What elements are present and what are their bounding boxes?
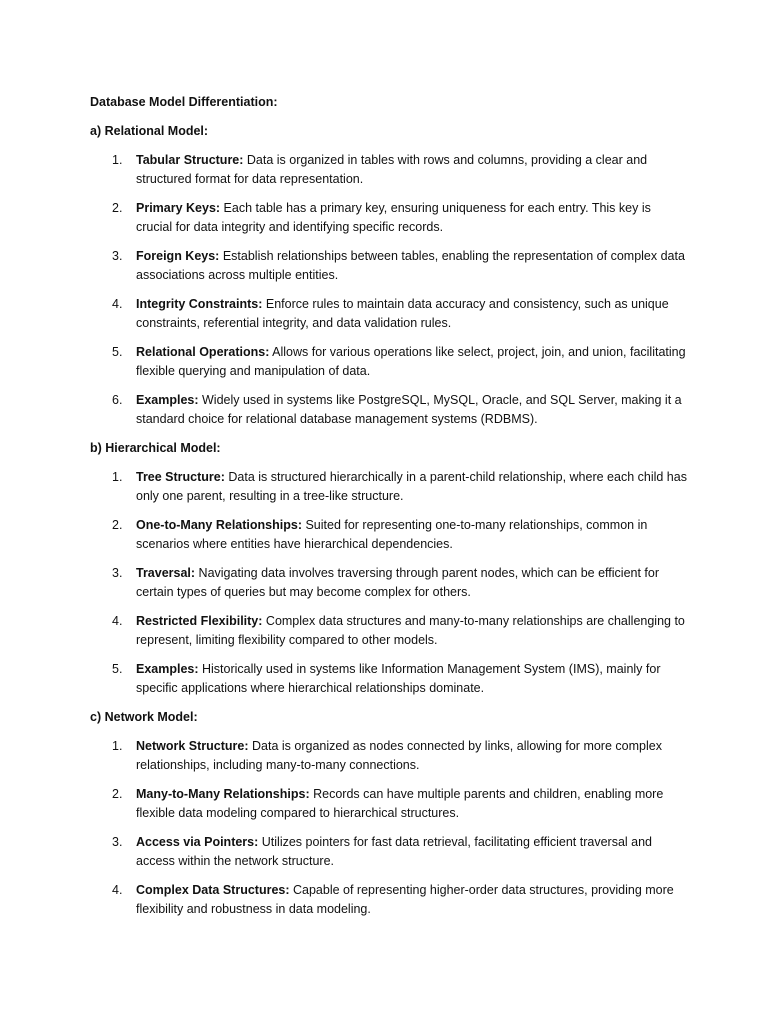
list-item-term: Relational Operations: (136, 345, 270, 359)
list-item-text: Suited for representing one-to-many relationships, common in scenarios where entities have hierarchical dependencies. (136, 518, 648, 551)
list-item-text: Historically used in systems like Information Management System (IMS), mainly for specific applications where hierarchical relationships dominate. (136, 662, 661, 695)
list-item-text: Navigating data involves traversing through parent nodes, which can be efficient for certain types of queries but may become complex for others. (136, 566, 660, 599)
list-item-text: Data is structured hierarchically in a parent-child relationship, where each child has only one parent, resulting in a tree-like structure. (136, 470, 687, 503)
list-item-text: Allows for various operations like select, project, join, and union, facilitating flexible querying and manipulation of data. (136, 345, 686, 378)
document-title: Database Model Differentiation: (90, 95, 278, 109)
list-item-number: 1. (112, 470, 123, 484)
list-item (90, 247, 690, 285)
relational-model-list (90, 151, 690, 429)
list-item-text: Each table has a primary key, ensuring uniqueness for each entry. This key is crucial for data integrity and identifying specific records. (136, 201, 651, 234)
list-item-term: Traversal: (136, 566, 196, 580)
list-item (90, 737, 690, 775)
network-model-list (90, 737, 690, 919)
list-item (90, 343, 690, 381)
document-content (90, 93, 690, 929)
list-item-term: Foreign Keys: (136, 249, 220, 263)
list-item-number: 5. (112, 345, 123, 359)
list-item-text: Utilizes pointers for fast data retrieval, facilitating efficient traversal and access within the network structure. (136, 835, 652, 868)
list-item-number: 3. (112, 835, 123, 849)
list-item-number: 4. (112, 297, 123, 311)
list-item-number: 4. (112, 883, 123, 897)
list-item-term: Primary Keys: (136, 201, 221, 215)
list-item-text: Enforce rules to maintain data accuracy and consistency, such as unique constraints, referential integrity, and data validation rules. (136, 297, 669, 330)
list-item-number: 2. (112, 201, 123, 215)
list-item-text: Data is organized as nodes connected by links, allowing for more complex relationships, including many-to-many connections. (136, 739, 662, 772)
list-item-number: 3. (112, 249, 123, 263)
list-item-term: Tree Structure: (136, 470, 225, 484)
list-item-term: Access via Pointers: (136, 835, 259, 849)
section-heading-network: c) Network Model: (90, 710, 198, 724)
list-item-term: Complex Data Structures: (136, 883, 290, 897)
list-item-term: Tabular Structure: (136, 153, 244, 167)
list-item-text: Capable of representing higher-order data structures, providing more flexibility and robustness in data modeling. (136, 883, 674, 916)
list-item-number: 1. (112, 153, 123, 167)
list-item-term: Integrity Constraints: (136, 297, 263, 311)
list-item (90, 516, 690, 554)
list-item-term: Examples: (136, 393, 199, 407)
section-heading-hierarchical: b) Hierarchical Model: (90, 441, 221, 455)
list-item (90, 199, 690, 237)
list-item-number: 2. (112, 787, 123, 801)
list-item (90, 833, 690, 871)
list-item-text: Data is organized in tables with rows and columns, providing a clear and structured format for data representation. (136, 153, 648, 186)
list-item (90, 468, 690, 506)
list-item-number: 1. (112, 739, 123, 753)
list-item (90, 564, 690, 602)
list-item-term: Examples: (136, 662, 199, 676)
list-item (90, 785, 690, 823)
list-item-number: 4. (112, 614, 123, 628)
list-item-term: One-to-Many Relationships: (136, 518, 302, 532)
list-item-term: Network Structure: (136, 739, 249, 753)
list-item (90, 660, 690, 698)
list-item-number: 5. (112, 662, 123, 676)
list-item (90, 295, 690, 333)
list-item-number: 3. (112, 566, 123, 580)
list-item-term: Many-to-Many Relationships: (136, 787, 310, 801)
list-item-text: Complex data structures and many-to-many relationships are challenging to represent, limiting flexibility compared to other models. (136, 614, 685, 647)
list-item (90, 881, 690, 919)
list-item-text: Records can have multiple parents and children, enabling more flexible data modeling compared to hierarchical structures. (136, 787, 664, 820)
list-item (90, 391, 690, 429)
list-item-text: Widely used in systems like PostgreSQL, MySQL, Oracle, and SQL Server, making it a standard choice for relational database management systems (RDBMS). (136, 393, 682, 426)
list-item-number: 2. (112, 518, 123, 532)
list-item-text: Establish relationships between tables, enabling the representation of complex data associations across multiple entities. (136, 249, 685, 282)
list-item-number: 6. (112, 393, 123, 407)
list-item (90, 612, 690, 650)
hierarchical-model-list (90, 468, 690, 698)
list-item (90, 151, 690, 189)
list-item-term: Restricted Flexibility: (136, 614, 263, 628)
section-heading-relational: a) Relational Model: (90, 124, 209, 138)
